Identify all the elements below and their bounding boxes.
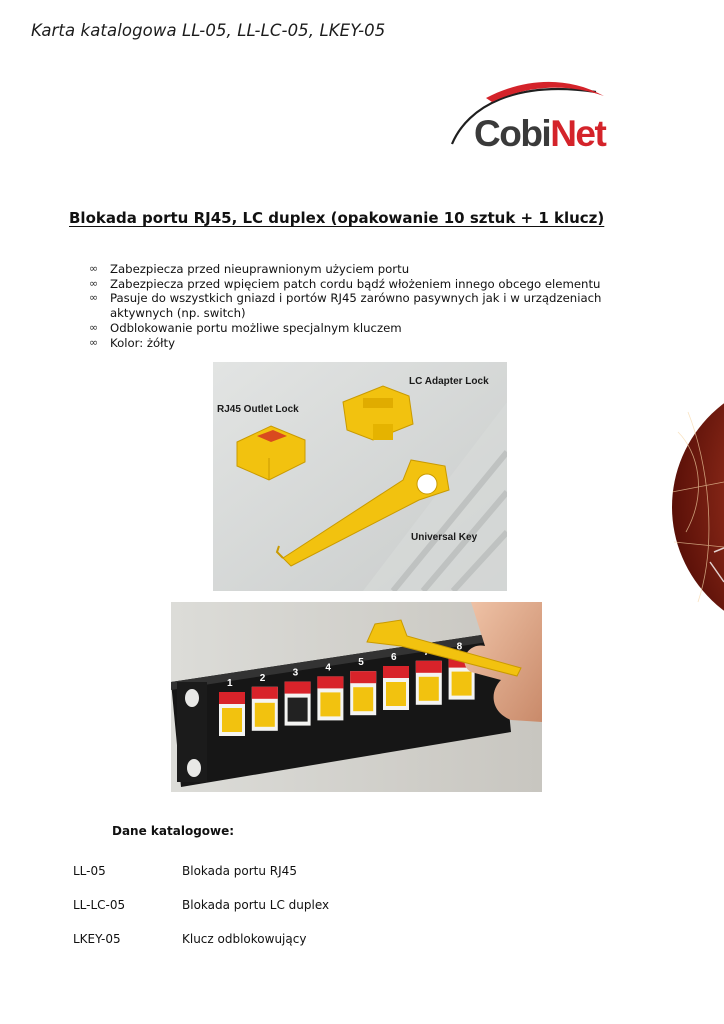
catalog-description: Klucz odblokowujący (182, 932, 307, 946)
port-number: 4 (325, 662, 331, 674)
rj45-outlet-lock-label: RJ45 Outlet Lock (217, 404, 299, 415)
bullet-icon: ∞ (89, 276, 99, 290)
bullet-icon: ∞ (89, 320, 99, 334)
catalog-code: LL-LC-05 (73, 898, 126, 912)
table-row (73, 861, 329, 895)
bullet-icon: ∞ (89, 335, 99, 349)
bullet-icon: ∞ (89, 262, 99, 275)
patch-panel-photo (171, 602, 542, 792)
port-number: 5 (358, 657, 364, 669)
feature-item: ∞ Odblokowanie portu możliwe specjalnym kluczem (89, 320, 402, 335)
cobinet-logo (446, 70, 616, 154)
catalog-description: Blokada portu RJ45 (182, 864, 297, 878)
catalog-data-label: Dane katalogowe: (112, 824, 235, 838)
svg-text:CobiNet: CobiNet (474, 113, 606, 154)
feature-item: ∞ Kolor: żółty (89, 335, 175, 350)
port-number: 8 (456, 641, 463, 653)
globe-decoration (668, 372, 724, 642)
catalog-code: LL-05 (73, 864, 106, 878)
table-row (73, 929, 329, 963)
feature-item: ∞ Pasuje do wszystkich gniazd i portów RJ45 zarówno pasywnych jak i w urządzeniach aktywnych (np. switch) (89, 291, 602, 321)
feature-item: ∞ Zabezpiecza przed wpięciem patch cordu bądź włożeniem innego obcego elementu (89, 276, 601, 291)
bullet-icon: ∞ (89, 291, 99, 305)
catalog-table (73, 861, 329, 963)
product-heading: Blokada portu RJ45, LC duplex (opakowanie 10 sztuk + 1 klucz) (69, 209, 605, 227)
table-row (73, 895, 329, 929)
port-number: 3 (292, 667, 299, 679)
port-number: 2 (259, 672, 266, 684)
feature-list (89, 262, 649, 350)
lc-adapter-lock-label: LC Adapter Lock (409, 376, 489, 387)
port-number: 1 (227, 678, 233, 689)
feature-item: ∞ Zabezpiecza przed nieuprawnionym użyciem portu (89, 262, 410, 276)
catalog-code: LKEY-05 (73, 932, 121, 946)
product-photo (213, 362, 507, 591)
catalog-description: Blokada portu LC duplex (182, 898, 330, 912)
port-number: 6 (391, 652, 397, 663)
document-title: Karta katalogowa LL-05, LL-LC-05, LKEY-05 (31, 21, 386, 40)
universal-key-label: Universal Key (411, 532, 478, 543)
